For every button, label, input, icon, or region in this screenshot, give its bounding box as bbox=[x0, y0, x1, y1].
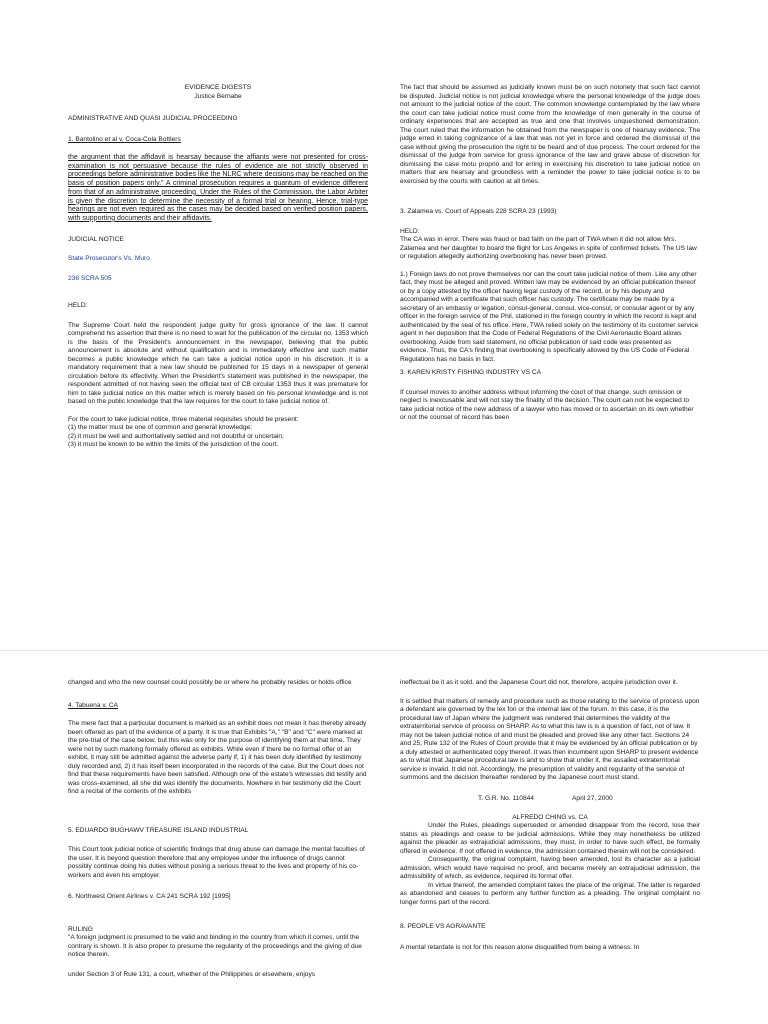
requisite-3: (3) it must be known to be within the limits of the jurisdiction of the court. bbox=[68, 441, 279, 449]
gr-date: April 27, 2000 bbox=[572, 794, 613, 802]
requisite-1: (1) the matter must be one of common and general knowledge; bbox=[68, 424, 252, 432]
gr-number: T. G.R. No. 110844 bbox=[478, 794, 534, 802]
case7-paragraph-2: Consequently, the original complaint, having been amended, lost its character as a judicial admission, which would have required no proof, and became merely an extrajudicial admission, the admissibility of which, as evidence, required its formal offer. bbox=[400, 856, 700, 880]
page1-right-column bbox=[400, 84, 700, 423]
sharp-continuation: ineffectual be it as it sold, and the Japanese Court did not, therefore, acquire jurisdiction over it. bbox=[400, 679, 678, 686]
case7-paragraph-1: Under the Rules, pleadings superseded or amended disappear from the record, lose their status as pleadings and cease to be judicial admissions. While they may nonetheless be utilized against the pleader as extrajudicial admissions, they must, in order to have such effect, be formally offered in evidence. If not offered in evidence, the admission contained therein will not be considered. bbox=[400, 822, 700, 855]
page2-left-column bbox=[68, 679, 368, 979]
ruling-label: RULING bbox=[68, 925, 93, 933]
held-label: HELD: bbox=[68, 302, 88, 310]
page1-left-column bbox=[68, 84, 368, 450]
lex-fori-paragraph: It is settled that matters of remedy and procedure such as those relating to the service of process upon a defendant are governed by the lex fori or the internal law of the forum. In this case, it is the procedural law of Japan where the judgment was rendered that determines the validity of the extraterritorial service of process on SHARP. As to what this law is is a question of fact, not of law. It may not be taken judicial notice of and must be pleaded and proved like any other fact. Sections 24 and 25, Rule 132 of the Rules of Court provide that it may be evidenced by an official publication or by a duly attested or authenticated copy thereof. It was then incumbent upon SHARP to present evidence as to what that Japanese procedural law is and to show that under it, the assailed extraterritorial service is invalid. It did not. Accordingly, the presumption of validity and regularity of the service of summons and the decision thereafter rendered by the Japanese court must stand. bbox=[400, 697, 700, 781]
case8-title: 8. PEOPLE VS AGRAVANTE bbox=[400, 923, 486, 930]
foreign-laws-paragraph: 1.) Foreign laws do not prove themselves nor can the court take judicial notice of them. Like any other fact, they must be alleged and proved. Written law may be evidenced by an official publication thereof or by a copy attested by the officer having legal custody of the record, or by his deputy and accompanied with a certificate that such officer has custody. The certificate may be made by a secretary of an embassy or legation, consul-general, consul, vice-consul, or consular agent or by any officer in the foreign service of the Phil. stationed in the foreign country in which the record is kept and authenticated by the seal of his office. Here, TWA relied solely on the testimony of its customer service agent in her deposition that the Code of Federal Regulations of the Civil Aeronautic Board allows overbooking. Aside from said statement, no official publication of said code was presented as evidence. Thus, the CA's finding that overbooking is specifically allowed by the US Code of Federal Regulations has no basis in fact. bbox=[400, 270, 699, 363]
case7-paragraph-3: In virtue thereof, the amended complaint takes the place of the original. The latter is regarded as abandoned and ceases to perform any further function as a pleading. The original complaint no longer forms part of the record. bbox=[400, 881, 700, 906]
rule131-sentence: under Section 3 of Rule 131, a court, whether of the Philippines or elsewhere, enjoys bbox=[68, 970, 316, 978]
ruling-body: "A foreign judgment is presumed to be valid and binding in the country from which it comes, until the contrary is shown. It is also proper to presume the regularity of the proceedings and the giving of due notice therein. bbox=[68, 934, 362, 958]
case4-body: The mere fact that a particular document is marked as an exhibit does not mean it has thereby already been offered as part of the evidence of a party. It is true that Exhibits "A," "B" and "C" were marked at the pre-trial of the case below, but this was only for the purpose of identifying them at that time. They were not by such marking formally offered as exhibits. While even if there be no formal offer of an exhibit, it may still be admitted against the adverse party if, 1) it has been duly identified by testimony duly recorded and, 2) it has itself been incorporated in the records of the case. But the Court does not find that these requirements have been satisfied. Although one of the estate's witnesses did testify and was cross-examined, all she did was identify the documents. Nowhere in her testimony did the Court find a recital of the contents of the exhibits bbox=[68, 720, 367, 795]
case6-title: 6. Northwest Orient Airlines v. CA 241 SCRA 192 [1995] bbox=[68, 893, 231, 900]
case2-citation: 236 SCRA 505 bbox=[68, 274, 112, 282]
document-title: EVIDENCE DIGESTS bbox=[184, 84, 252, 91]
page2-right-column bbox=[400, 679, 700, 952]
document-page-2 bbox=[0, 655, 768, 1024]
case4-title: 4. Tabuena v. CA bbox=[68, 701, 118, 709]
case7-title: ALFREDO CHING vs. CA bbox=[512, 813, 588, 821]
case5-title: 5. EDUARDO BUGHAWV TREASURE ISLAND INDUSTRIAL bbox=[68, 826, 249, 834]
case1-body: the argument that the affidavit is hearsay because the affiants were not presented for cross-examination is not persuasive because the rules of evidence are not strictly observed in proceedings before administrative bodies like the NLRC where decisions may be reached on the basis of position papers only." A criminal prosecution requires a quantum of evidence different from that of an administrative proceeding. Under the Rules of the Commission, the Labor Arbiter is given the discretion to determine the necessity of a formal trial or hearing. Hence, trial-type hearings are not even required as the cases may be decided based on verified position papers, with supporting documents and their affidavits. bbox=[68, 154, 368, 222]
held-label-right: HELD: bbox=[400, 227, 420, 235]
karen-kristy-title: 3. KAREN KRISTY FISHING INDUSTRY VS CA bbox=[400, 369, 542, 376]
case3-title: 3. Zalamea vs. Court of Appeals 228 SCRA 23 (1993) bbox=[400, 208, 557, 215]
notoriety-paragraph: The fact that should be assumed as judicially known must be on such notoriety that such fact cannot be disputed. Judicial notice is not judicial knowledge where the personal knowledge of the judge does not amount to the judicial notice of the court. The common knowledge contemplated by the law where the court can take judicial notice must come from the knowledge of men generally in the course of ordinary experiences that are accepted as true and one that involves unquestioned demonstration. The court ruled that the information he obtained from the newspaper is one of hearsay evidence. The judge erred in taking cognizance of a law that was not yet in force and ordered the dismissal of the case without giving the prosecution the right to be heard and of due process. The court ordered for the dismissal of the judge from service for gross ignorance of the law and grave abuse of discretion for dismissing the case motu proprio and for erring in exercising his discretion to take judicial notice on matters that are hearsay and groundless with a reminder the power to take judicial notice is to be exercised by the courts with caution at all times. bbox=[400, 84, 700, 185]
judicial-notice-heading: JUDICIAL NOTICE bbox=[68, 235, 124, 243]
gr-line bbox=[400, 795, 700, 804]
case3-held-body: The CA was in error. There was fraud or bad faith on the part of TWA when it did not allow Mrs. Zalamea and her daughter to board the flight for Los Angeles in spite of confirmed tickets. The US law or regulation allegedly authorizing overbooking has never been proved. bbox=[400, 236, 697, 260]
karen-kristy-continuation: changed and who the new counsel could possibly be or where he probably resides or holds office bbox=[68, 679, 352, 686]
karen-kristy-body: If counsel moves to another address without informing the court of that change, such omission or neglect is inexcusable and will not stay the finality of the decision. The court can not be expected to take judicial notice of the new address of a lawyer who has moved or to ascertain on its own whether or not the counsel of record has been bbox=[400, 388, 694, 421]
document-author: Justice Bernabe bbox=[194, 92, 242, 100]
requisite-2: (2) it must be well and authoritatively settled and not doubtful or uncertain; bbox=[68, 432, 284, 440]
case8-body: A mental retardate is not for this reason alone disqualified from being a witness. In bbox=[400, 943, 640, 951]
requisites-intro: For the court to take judicial notice, three material requisites should be present: bbox=[68, 415, 299, 423]
section-heading: ADMINISTRATIVE AND QUASI JUDICIAL PROCEEDING bbox=[68, 115, 238, 122]
case2-title: State Prosecutor's Vs. Muro bbox=[68, 255, 150, 263]
held-body: The Supreme Court held the respondent judge guilty for gross ignorance of the law. It cannot comprehend his assertion that there is no need to wait for the publication of the circular no. 1353 which is the basis of the President's announcement in the newspaper, believing that the public announcement is absolute and without qualification and is immediately effective and such matter becomes a public knowledge which he can take a judicial notice upon in his discretion. It is a mandatory requirement that a new law should be published for 15 days in a newspaper of general circulation before its effectivity. When the President's statement was published in the newspaper, the respondent admitted of not having seen the official text of CB circular 1353 thus it was premature for him to take judicial notice on this matter which is merely based on his personal knowledge and is not based on the public knowledge that the law requires for the court to take judicial notice of. bbox=[68, 321, 368, 406]
case5-body: This Court took judicial notice of scientific findings that drug abuse can damage the mental faculties of the user. It is beyond question therefore that any employee under the influence of drugs cannot possibly continue doing his duties without posing a serious threat to the lives and property of his co-workers and even his employer. bbox=[68, 846, 365, 879]
case1-title: 1. Bantolino et al v. Coca-Cola Bottlers bbox=[68, 135, 181, 143]
